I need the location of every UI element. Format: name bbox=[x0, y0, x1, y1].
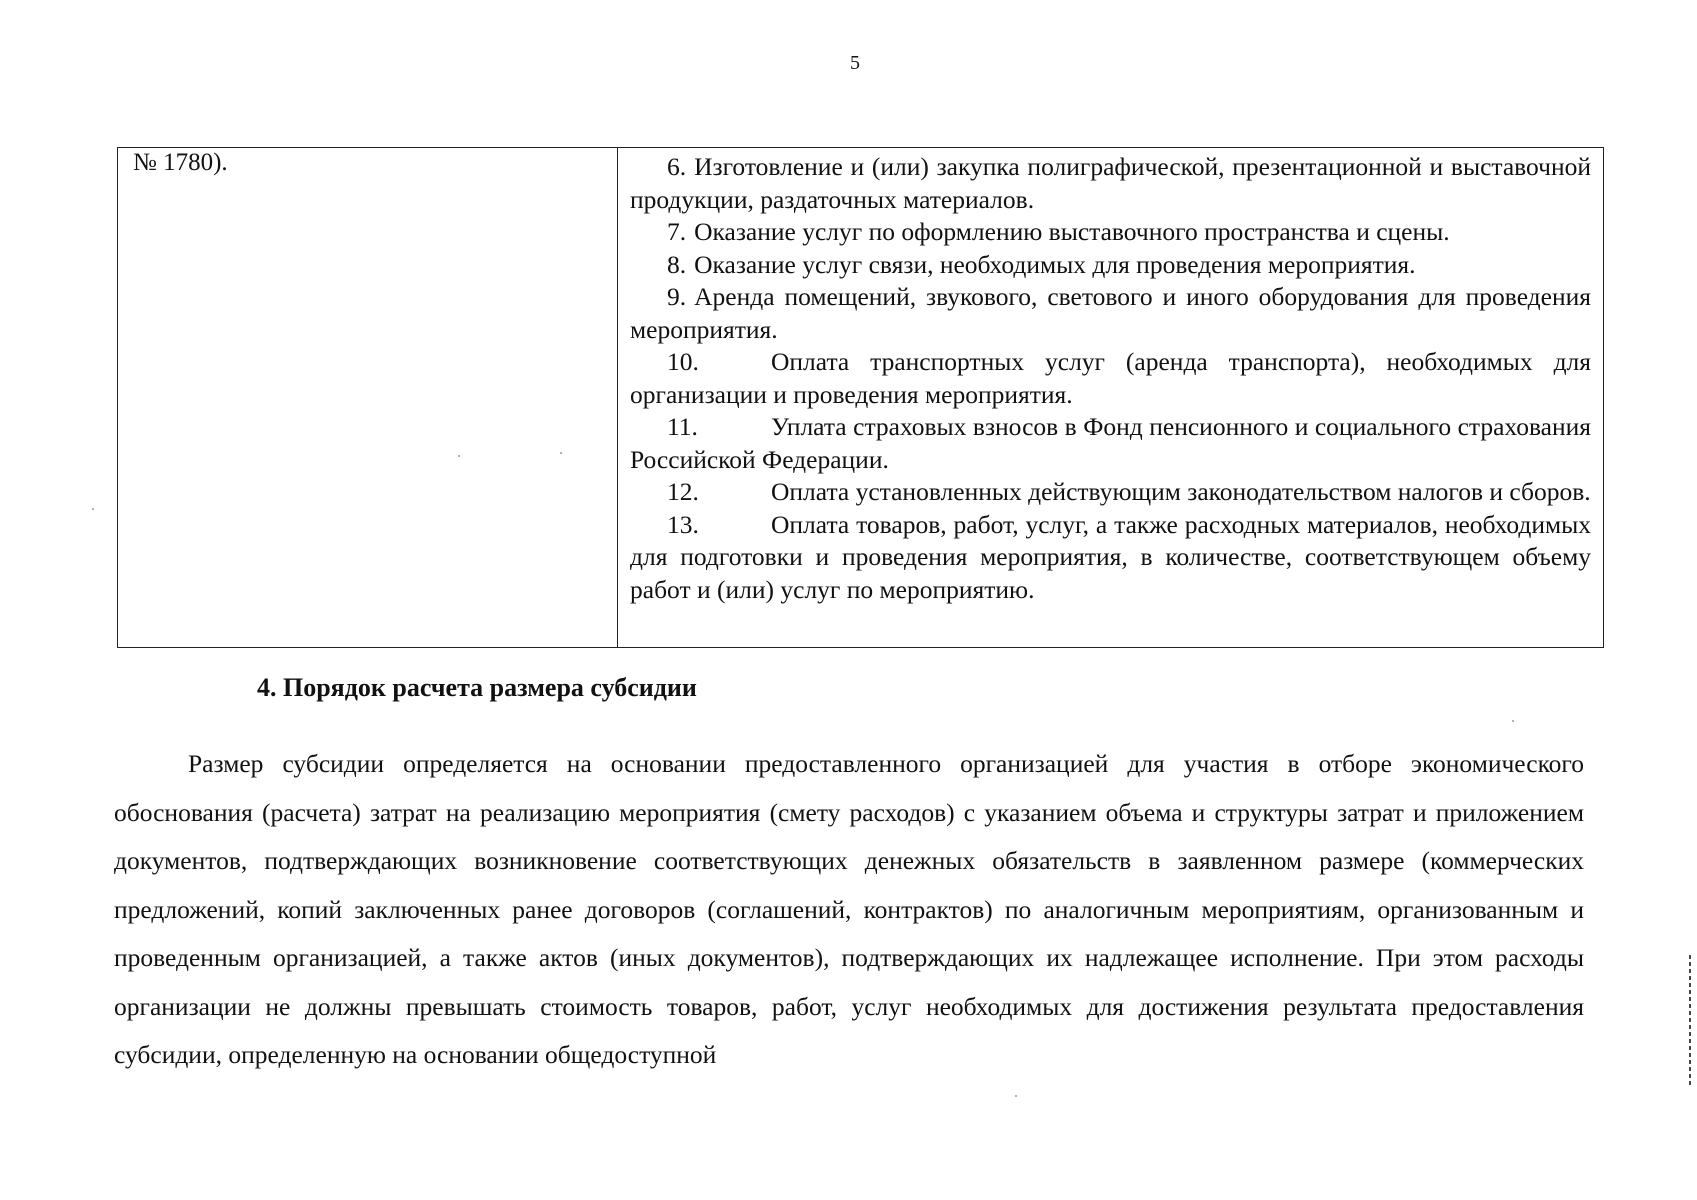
list-item bbox=[630, 216, 1591, 249]
left-cell: № 1780). bbox=[118, 148, 618, 648]
item-number: 7. bbox=[667, 217, 687, 246]
scan-speck bbox=[92, 508, 94, 510]
section-heading: 4. Порядок расчета размера субсидии bbox=[257, 673, 697, 702]
item-text: Оказание услуг связи, необходимых для проведения мероприятия. bbox=[694, 249, 1416, 279]
list-item bbox=[630, 346, 1591, 411]
scan-speck bbox=[1015, 1095, 1017, 1097]
item-text: Аренда помещений, звукового, светового и иного оборудования для проведения мероприятия. bbox=[630, 282, 1591, 344]
scan-speck bbox=[560, 452, 562, 454]
item-text: Уплата страховых взносов в Фонд пенсионного и социального страхования Российской Федерации. bbox=[630, 412, 1591, 474]
item-text: Оплата установленных действующим законодательством налогов и сборов. bbox=[771, 477, 1591, 506]
list-item bbox=[630, 411, 1591, 476]
list-item bbox=[630, 151, 1591, 216]
item-number: 6. bbox=[667, 152, 687, 181]
scan-edge-mark bbox=[1689, 955, 1691, 1085]
page-number: 5 bbox=[850, 52, 860, 74]
scan-speck bbox=[1512, 720, 1514, 722]
item-number: 13. bbox=[667, 509, 699, 539]
item-number: 10. bbox=[667, 347, 699, 376]
scan-speck bbox=[458, 455, 460, 457]
list-item bbox=[630, 476, 1591, 509]
item-text: Оказание услуг по оформлению выставочного пространства и сцены. bbox=[694, 217, 1450, 246]
body-paragraph: Размер субсидии определяется на основании предоставленного организацией для участия в отборе экономического обоснования (расчета) затрат на реализацию мероприятия (смету расходов) с указанием объема и структуры затрат и приложением документов, подтверждающих возникновение соответствующих денежных обязательств в заявленном размере (коммерческих предложений, копий заключенных ранее договоров (соглашений, контрактов) по аналогичным мероприятиям, организованным и проведенным организацией, а также актов (иных документов), подтверждающих их надлежащее исполнение. При этом расходы организации не должны превышать стоимость товаров, работ, услуг необходимых для достижения результата предоставления субсидии, определенную на основании общедоступной bbox=[114, 749, 1584, 1069]
table-row bbox=[118, 148, 1604, 648]
item-number: 8. bbox=[667, 249, 687, 279]
item-number: 11. bbox=[667, 412, 698, 441]
expense-table bbox=[117, 147, 1604, 648]
item-text: Оплата товаров, работ, услуг, а также расходных материалов, необходимых для подготовки и проведения мероприятия, в количестве, соответствующем объему работ и (или) услуг по мероприятию. bbox=[630, 509, 1591, 604]
list-item bbox=[630, 509, 1591, 607]
right-cell bbox=[618, 148, 1604, 648]
item-text: Изготовление и (или) закупка полиграфической, презентационной и выставочной продукции, раздаточных материалов. bbox=[630, 152, 1591, 214]
item-number: 12. bbox=[667, 477, 699, 506]
item-text: Оплата транспортных услуг (аренда транспорта), необходимых для организации и проведения мероприятия. bbox=[630, 347, 1591, 409]
list-item bbox=[630, 281, 1591, 346]
item-number: 9. bbox=[667, 282, 687, 311]
list-item bbox=[630, 249, 1591, 282]
